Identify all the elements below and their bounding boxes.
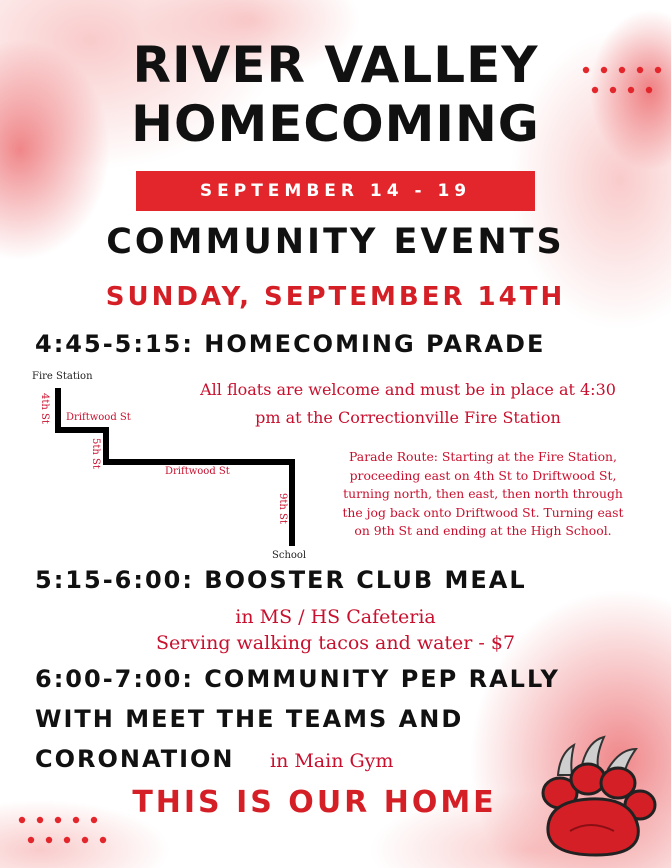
event-pep-rally-title-line: CORONATION <box>35 745 235 773</box>
meal-menu: Serving walking tacos and water - $7 <box>155 632 516 654</box>
map-start-label: Fire Station <box>32 371 93 382</box>
bear-paw-logo <box>530 735 660 860</box>
map-street-label: 5th St <box>90 438 101 469</box>
map-street-label: Driftwood St <box>165 466 230 477</box>
map-end-label: School <box>272 550 307 561</box>
floats-note-line-2: pm at the Correctionville Fire Station <box>255 408 561 427</box>
event-pep-rally-title-line: WITH MEET THE TEAMS AND <box>35 705 464 733</box>
parade-route-description <box>312 448 654 541</box>
day-heading: SUNDAY, SEPTEMBER 14TH <box>105 282 566 312</box>
title-line-1: RIVER VALLEY <box>132 36 539 94</box>
route-line: on 9th St and ending at the High School. <box>354 523 612 538</box>
map-street-label: 4th St <box>39 393 50 424</box>
event-meal-title: 5:15-6:00: BOOSTER CLUB MEAL <box>35 566 527 594</box>
floats-note-line-1: All floats are welcome and must be in place at 4:30 <box>200 380 616 399</box>
title-line-2: HOMECOMING <box>131 95 540 153</box>
map-street-label: Driftwood St <box>66 412 131 423</box>
meal-location: in MS / HS Cafeteria <box>235 606 436 628</box>
route-line: the jog back onto Driftwood St. Turning east <box>342 504 624 520</box>
route-line: proceeding east on 4th St to Driftwood St, <box>349 467 617 483</box>
route-line: Parade Route: Starting at the Fire Station, <box>349 449 617 464</box>
route-line: turning north, then east, then north through <box>343 486 623 501</box>
map-street-label: 9th St <box>277 493 288 524</box>
event-parade-title: 4:45-5:15: HOMECOMING PARADE <box>35 330 546 358</box>
motto: THIS IS OUR HOME <box>132 785 497 820</box>
section-heading: COMMUNITY EVENTS <box>106 222 565 262</box>
pep-rally-location: in Main Gym <box>270 750 394 772</box>
event-pep-rally-title-line: 6:00-7:00: COMMUNITY PEP RALLY <box>35 665 560 693</box>
date-banner: SEPTEMBER 14 - 19 <box>136 171 535 211</box>
